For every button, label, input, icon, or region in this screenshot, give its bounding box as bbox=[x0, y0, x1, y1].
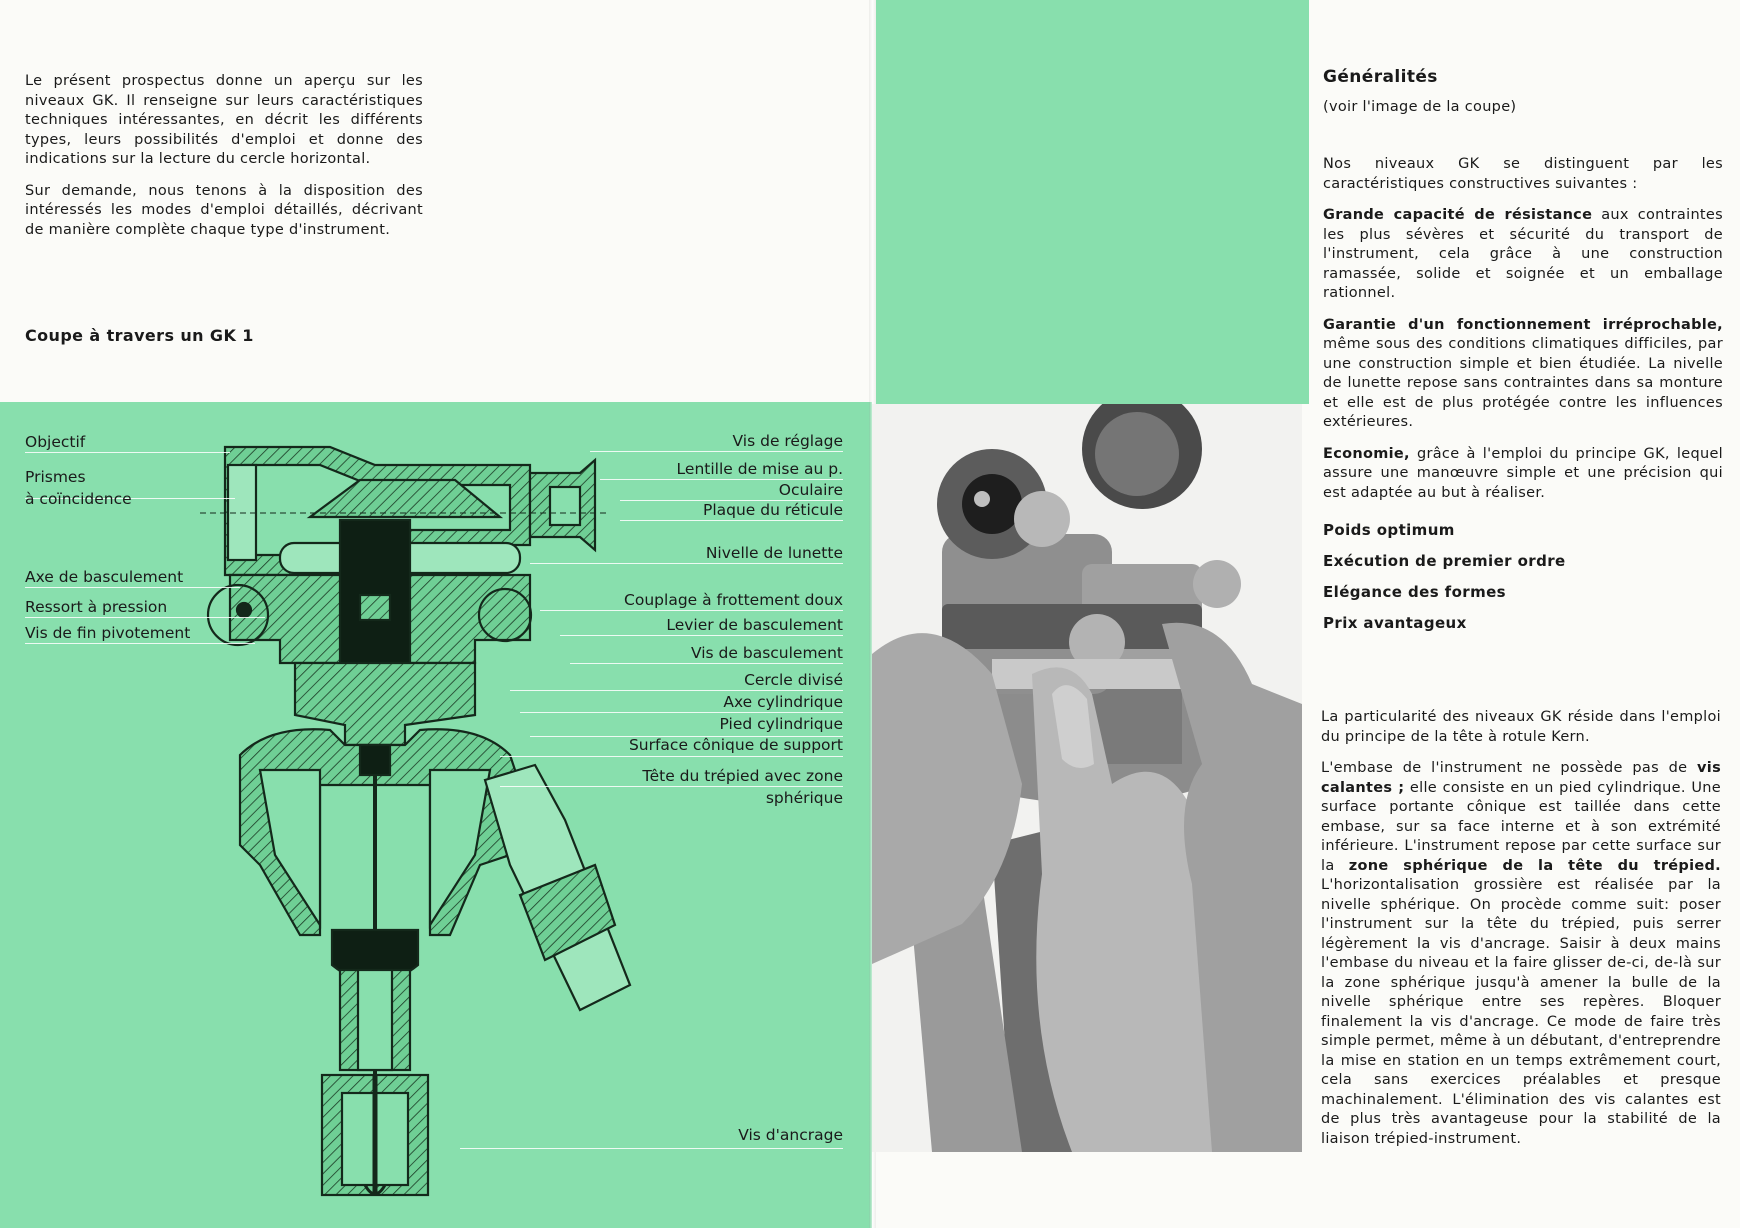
intro-paragraph-1: Le présent prospectus donne un aperçu sur les niveaux GK. Il renseigne sur leurs caractéristiques techniques intéressantes, en décrit les différents types, leurs possibilités d'emploi et donne des indications sur la lecture du cercle horizontal. bbox=[25, 73, 423, 167]
features-intro: Nos niveaux GK se distinguent par les caractéristiques constructives suivantes : bbox=[1323, 156, 1723, 192]
page-subheading: (voir l'image de la coupe) bbox=[1323, 99, 1517, 115]
label-pied-cylindrique: Pied cylindrique bbox=[719, 715, 843, 733]
label-objectif: Objectif bbox=[25, 433, 86, 451]
leader-line bbox=[520, 712, 843, 713]
feature-economie: Economie, grâce à l'emploi du principe GK, lequel assure une manœuvre simple et une précision qui est adaptée au but à réaliser. bbox=[1323, 445, 1723, 501]
label-plaque-reticule: Plaque du réticule bbox=[702, 501, 843, 519]
instrument-photo bbox=[872, 404, 1302, 1152]
feature-resistance: Grande capacité de résistance aux contraintes les plus sévères et sécurité du transport de l'instrument, cela grâce à une construction ramassée, solide et soignée et un emballage rationnel. bbox=[1323, 207, 1723, 301]
feature-prix: Prix avantageux bbox=[1323, 614, 1467, 632]
label-vis-ancrage: Vis d'ancrage bbox=[738, 1126, 843, 1144]
feature-poids: Poids optimum bbox=[1323, 521, 1455, 539]
label-vis-basculement: Vis de basculement bbox=[690, 644, 843, 662]
feature-elegance: Elégance des formes bbox=[1323, 583, 1507, 601]
leader-line bbox=[560, 635, 843, 636]
leader-line bbox=[25, 617, 265, 618]
leader-line bbox=[25, 587, 240, 588]
intro-text bbox=[25, 72, 423, 252]
leader-line bbox=[530, 563, 843, 564]
label-oculaire: Oculaire bbox=[778, 481, 843, 499]
label-ressort-pression: Ressort à pression bbox=[25, 598, 168, 616]
section-title: Coupe à travers un GK 1 bbox=[25, 326, 254, 345]
label-spherique: sphérique bbox=[765, 789, 843, 807]
leader-line bbox=[570, 663, 843, 664]
leader-line bbox=[500, 756, 843, 757]
cross-section-diagram bbox=[200, 425, 680, 1225]
leader-line bbox=[510, 690, 843, 691]
label-axe-basculement: Axe de basculement bbox=[25, 568, 184, 586]
leader-line bbox=[460, 1148, 843, 1149]
right-column bbox=[1323, 67, 1723, 645]
leader-line bbox=[540, 610, 843, 611]
label-lentille-mise-au-point: Lentille de mise au p. bbox=[676, 460, 843, 478]
leader-line bbox=[500, 786, 843, 787]
label-surface-conique: Surface cônique de support bbox=[628, 736, 843, 754]
feature-fonctionnement: Garantie d'un fonctionnement irréprochable, même sous des conditions climatiques difficiles, par une construction simple et bien étudiée. La nivelle de lunette repose sans contraintes dans sa monture et elle est de plus protégée contre les influences extérieures. bbox=[1323, 316, 1723, 430]
label-prismes: Prismes bbox=[25, 468, 86, 486]
leader-line bbox=[25, 452, 230, 453]
label-couplage-frottement: Couplage à frottement doux bbox=[624, 591, 843, 609]
intro-paragraph-2: Sur demande, nous tenons à la disposition des intéressés les modes d'emploi détaillés, décrivant de manière complète chaque type d'instrument. bbox=[25, 182, 423, 238]
label-a-coincidence: à coïncidence bbox=[25, 490, 132, 508]
leader-line bbox=[25, 643, 255, 644]
label-vis-reglage: Vis de réglage bbox=[732, 432, 843, 450]
page-heading: Généralités bbox=[1323, 67, 1438, 87]
leader-line bbox=[620, 520, 843, 521]
label-tete-trepied: Tête du trépied avec zone bbox=[642, 767, 843, 785]
right-green-block bbox=[876, 0, 1309, 404]
label-nivelle-lunette: Nivelle de lunette bbox=[705, 544, 843, 562]
description-paragraph: L'embase de l'instrument ne possède pas de vis calantes ; elle consiste en un pied cylindrique. Une surface portante cônique est taillée dans cette embase, sur sa face interne et à son extrémité inférieure. L'instrument repose par cette surface sur la zone sphérique de la tête du trépied. L'horizontalisation grossière est réalisée par la nivelle sphérique. On procède comme suit: poser l'instrument sur la tête du trépied, puis serrer légèrement la vis d'ancrage. Saisir à deux mains l'embase du niveau et la faire glisser de-ci, de-là sur la zone sphérique jusqu'à amener la bulle de la nivelle sphérique entre ses repères. Bloquer finalement la vis d'ancrage. Ce mode de faire très simple permet, même à un débutant, d'entreprendre la mise en station en un temps extrêmement court, cela sans exercices préalables et presque machinalement. L'élimination des vis calantes est de plus très avantageuse pour la stabilité de la liaison trépied-instrument. bbox=[1321, 760, 1721, 1147]
label-cercle-divise: Cercle divisé bbox=[744, 671, 843, 689]
leader-line bbox=[590, 451, 843, 452]
label-vis-fin-pivotement: Vis de fin pivotement bbox=[25, 624, 191, 642]
right-column-lower bbox=[1321, 708, 1721, 1161]
feature-execution: Exécution de premier ordre bbox=[1323, 552, 1566, 570]
principle-paragraph: La particularité des niveaux GK réside dans l'emploi du principe de la tête à rotule Kern. bbox=[1321, 709, 1721, 745]
label-levier-basculement: Levier de basculement bbox=[666, 616, 843, 634]
label-axe-cylindrique: Axe cylindrique bbox=[723, 693, 843, 711]
